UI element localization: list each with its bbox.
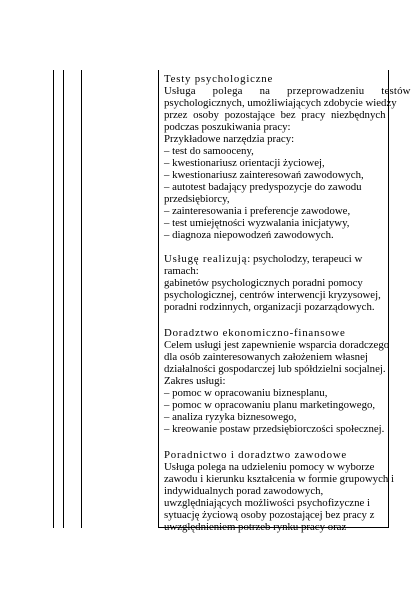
section-economic-advice [164,327,390,435]
text-line: ramach: [164,265,199,277]
list-item: – diagnoza niepowodzeń zawodowych. [164,229,334,241]
list-item: – autotest badający predyspozycje do zawodu [164,181,362,193]
text-line: zawodu i kierunku kształcenia w formie grupowych i [164,473,394,485]
list-item: – kwestionariusz orientacji życiowej, [164,157,325,169]
text-line: psychologicznych, umożliwiających zdobycie wiedzy [164,97,397,109]
list-item: – test umiejętności wyzwalania inicjatywy, [164,217,350,229]
list-item: – zainteresowania i preferencje zawodowe, [164,205,351,217]
providers-heading-line [164,253,386,265]
section-providers [164,253,386,313]
text-line: Usługa polega na udzieleniu pomocy w wyborze [164,461,375,473]
list-item: – kreowanie postaw przedsiębiorczości społecznej. [164,423,385,435]
heading-suffix: : psycholodzy, terapeuci w [247,253,363,265]
list-item: – test do samooceny, [164,145,254,157]
text-line: Przykładowe narzędzia pracy: [164,133,295,145]
text-line: Zakres usługi: [164,375,226,387]
table-cell-content [164,73,411,542]
list-item: – analiza ryzyka biznesowego, [164,411,297,423]
text-line: działalności gospodarczej lub spółdzielni socjalnej. [164,363,386,375]
text-line: poradni rodzinnych, organizacji pozarządowych. [164,301,375,313]
section-heading: Doradztwo ekonomiczno-finansowe [164,327,346,339]
text-line: uwzględniających możliwości psychofizyczne i [164,497,370,509]
text-line: przez osoby pozostające bez pracy niezbędnych [164,109,386,121]
text-line: dla osób zainteresowanych założeniem własnej [164,351,368,363]
text-line: indywidualnych porad zawodowych, [164,485,324,497]
table-border-left [53,70,54,528]
section-heading: Usługę realizują [164,253,248,265]
table-column-divider-3 [158,70,159,528]
list-item-continuation: przedsiębiorcy, [164,193,230,205]
list-item: – pomoc w opracowaniu biznesplanu, [164,387,328,399]
table-column-divider-4 [388,70,389,528]
list-item: – pomoc w opracowaniu planu marketingowego, [164,399,376,411]
text-line: gabinetów psychologicznych poradni pomocy [164,277,363,289]
text-line: sytuację życiową osoby pozostającej bez pracy z [164,509,375,521]
text-line: uwzględnieniem potrzeb rynku pracy oraz [164,521,347,533]
section-career-counseling [164,449,394,533]
text-line: Celem usługi jest zapewnienie wsparcia doradczego [164,339,390,351]
text-line: podczas poszukiwania pracy: [164,121,291,133]
section-heading: Poradnictwo i doradztwo zawodowe [164,449,348,461]
section-psych-tests [164,73,411,241]
text-line: psychologicznej, centrów interwencji kryzysowej, [164,289,381,301]
table-column-divider-2 [81,70,82,528]
section-heading: Testy psychologiczne [164,73,274,85]
text-line: Usługa polega na przeprowadzeniu testów [164,85,411,97]
list-item: – kwestionariusz zainteresowań zawodowych, [164,169,364,181]
table-column-divider-1 [63,70,64,528]
